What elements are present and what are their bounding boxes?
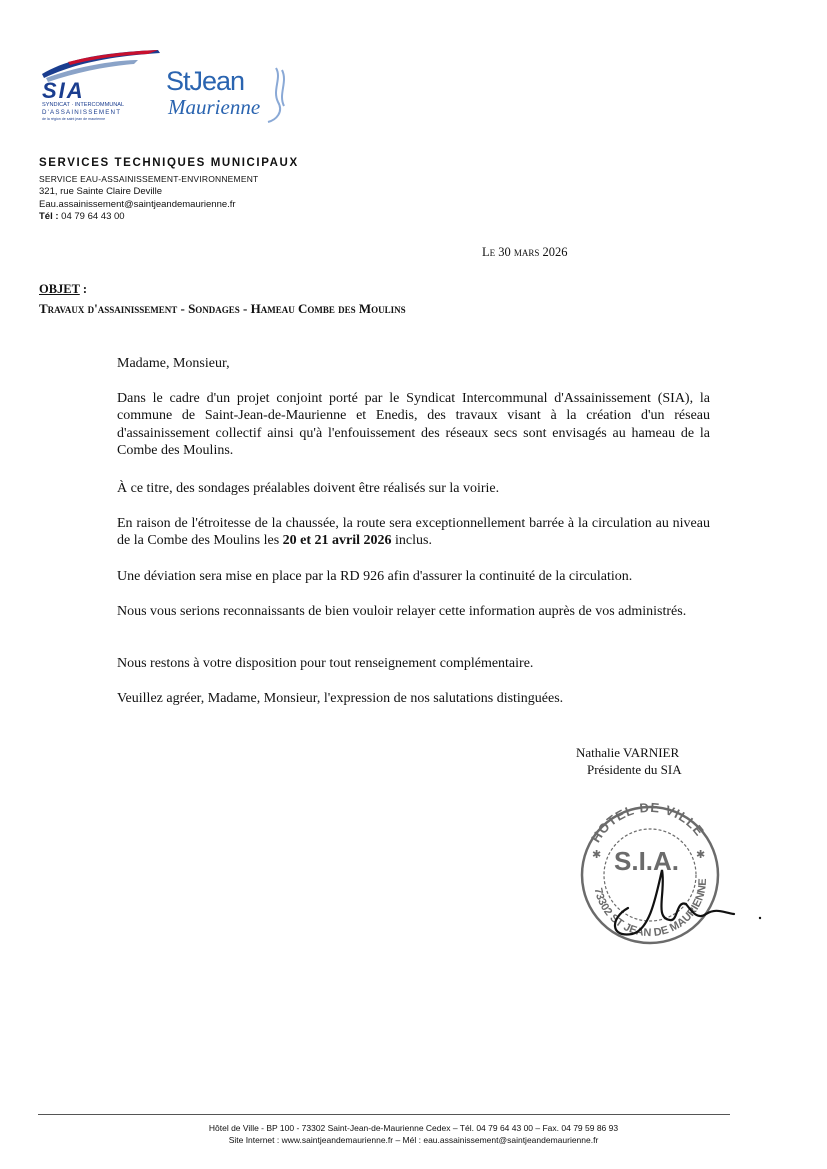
footer-web: Site Internet : www.saintjeandemaurienne.fr – Mél : eau.assainissement@saintjeandemaurienne.fr	[228, 1135, 599, 1145]
service-phone-value: 04 79 64 43 00	[61, 211, 125, 222]
paragraph-sondages: À ce titre, des sondages préalables doivent être réalisés sur la voirie.	[117, 481, 500, 496]
letter-date	[482, 245, 568, 260]
objet-heading	[39, 282, 87, 297]
official-stamp	[570, 800, 770, 950]
service-subtitle: SERVICE EAU-ASSAINISSEMENT-ENVIRONNEMENT	[39, 174, 259, 184]
saint-jean-logo	[164, 60, 294, 126]
footer-divider	[38, 1114, 730, 1115]
stamp-top-text: HOTEL DE VILLE	[587, 800, 708, 846]
road-closure-text-before: En raison de l'étroitesse de la chaussée, la route sera exceptionnellement barrée à la circulation au niveau de la Combe des Moulins les	[117, 516, 710, 549]
sia-logo-text-2: D'ASSAINISSEMENT	[42, 109, 122, 116]
date-day: 30	[498, 245, 511, 259]
service-email: Eau.assainissement@saintjeandemaurienne.fr	[39, 199, 236, 210]
sia-logo-text-1: SYNDICAT · INTERCOMMUNAL	[42, 102, 125, 108]
saint-jean-logo-text-2: Maurienne	[168, 95, 261, 119]
paragraph-disposition: Nous restons à votre disposition pour tout renseignement complémentaire.	[117, 656, 534, 671]
date-month-year: mars 2026	[513, 245, 568, 259]
salutation: Madame, Monsieur,	[117, 356, 230, 371]
stamp-star-right: ✱	[696, 848, 706, 861]
footer-address: Hôtel de Ville - BP 100 - 73302 Saint-Jean-de-Maurienne Cedex – Tél. 04 79 64 43 00 – Fax. 04 79 59 86 93	[208, 1123, 619, 1133]
saint-jean-logo-text-1: StJean	[166, 66, 245, 96]
stamp-star-left: ✱	[592, 848, 602, 861]
signatory-name: Nathalie VARNIER	[576, 745, 680, 760]
paragraph-relay: Nous vous serions reconnaissants de bien vouloir relayer cette information auprès de vos administrés.	[117, 604, 687, 619]
paragraph-road-closure	[117, 515, 710, 550]
road-closure-dates: 20 et 21 avril 2026	[282, 533, 392, 549]
stamp-bottom-text: 73302 ST JEAN DE MAURIENNE	[591, 878, 710, 940]
sia-logo-text-3: de la région de saint jean de maurienne	[42, 117, 106, 121]
paragraph-closing: Veuillez agréer, Madame, Monsieur, l'expression de nos salutations distinguées.	[117, 691, 564, 706]
service-phone-label: Tél :	[39, 211, 59, 222]
signatory-role: Présidente du SIA	[587, 762, 682, 777]
objet-label: OBJET	[39, 282, 80, 296]
paragraph-context: Dans le cadre d'un projet conjoint porté par le Syndicat Intercommunal d'Assainissement (SIA), la commune de Saint-Jean-de-Maurienne et Enedis, des travaux visant à la création d'un réseau d'assainissement collectif ainsi qu'à l'enfouissement des réseaux secs sont envisagés au hameau de la Combe des Moulins.	[117, 391, 710, 458]
stamp-center-text: S.I.A.	[614, 846, 680, 876]
sia-logo	[38, 48, 160, 126]
date-prefix: Le	[482, 245, 496, 259]
sia-logo-name: SIA	[42, 78, 85, 103]
saint-jean-logo-mark	[268, 68, 284, 122]
objet-colon: :	[79, 282, 88, 296]
road-closure-text-after: inclus.	[391, 533, 432, 549]
service-title: SERVICES TECHNIQUES MUNICIPAUX	[39, 157, 299, 169]
objet-title: Travaux d'assainissement - Sondages - Hameau Combe des Moulins	[39, 301, 406, 316]
service-phone	[39, 211, 125, 222]
signature-dot	[759, 917, 761, 919]
paragraph-deviation: Une déviation sera mise en place par la RD 926 afin d'assurer la continuité de la circulation.	[117, 569, 633, 584]
service-address: 321, rue Sainte Claire Deville	[39, 186, 163, 197]
